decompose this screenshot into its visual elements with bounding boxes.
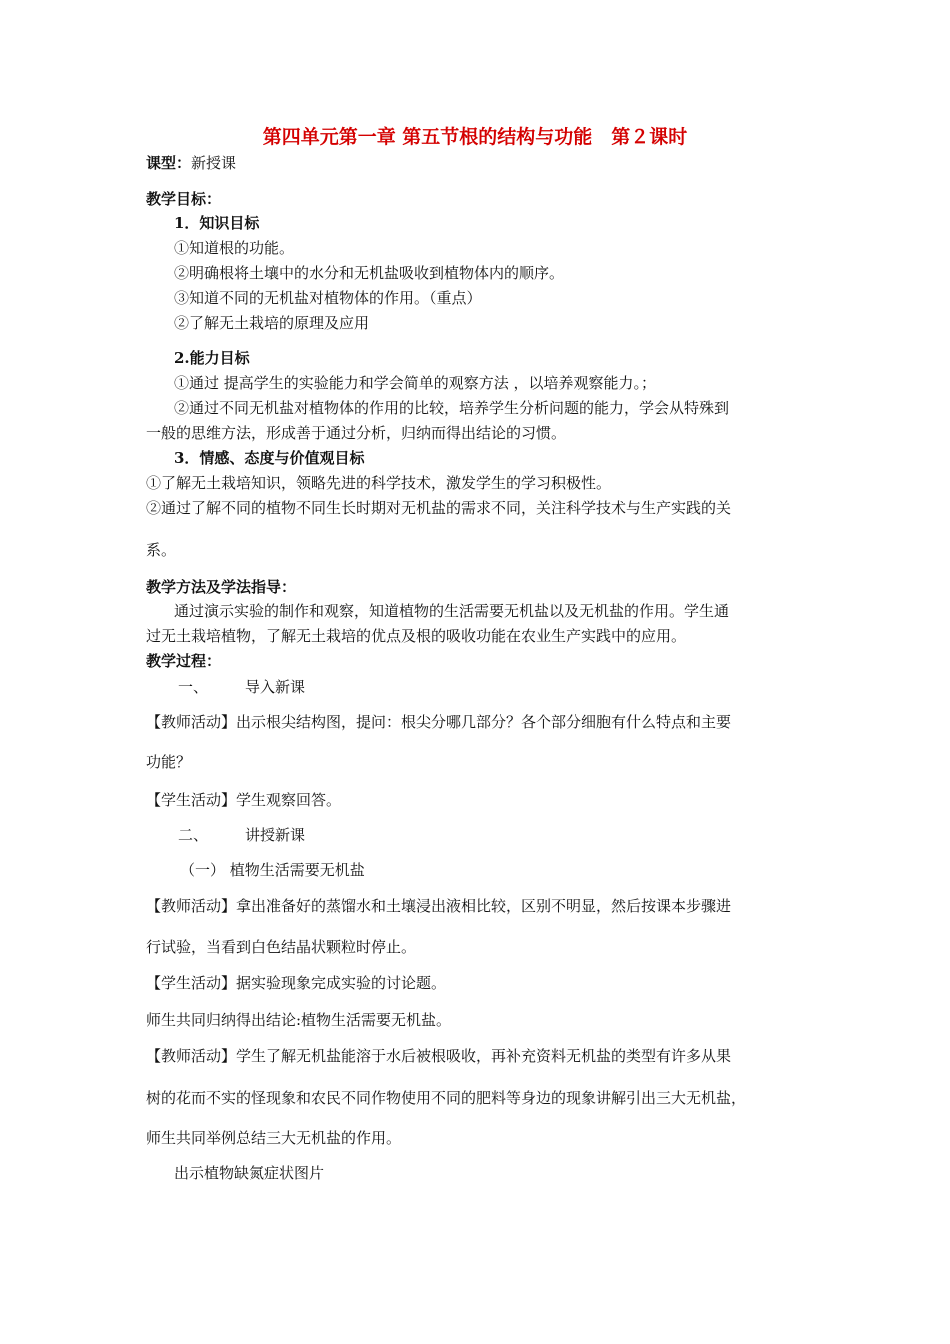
teacher-activity-cont: 树的花而不实的怪现象和农民不同作物使用不同的肥料等身边的现象讲解引出三大无机盐， bbox=[146, 1089, 747, 1107]
conclusion: 师生共同归纳得出结论:植物生活需要无机盐。 bbox=[146, 1011, 452, 1029]
document-title: 第四单元第一章 第五节根的结构与功能 第２课时 bbox=[262, 126, 688, 148]
teacher-activity-cont: 师生共同举例总结三大无机盐的作用。 bbox=[146, 1129, 402, 1147]
ability-heading: 2.能力目标 bbox=[174, 349, 250, 367]
ability-item: ②通过不同无机盐对植物体的作用的比较，培养学生分析问题的能力，学会从特殊到 bbox=[174, 399, 730, 417]
lesson-type bbox=[146, 153, 236, 173]
show-picture-note: 出示植物缺氮症状图片 bbox=[174, 1164, 325, 1182]
teacher-activity-cont: 功能？ bbox=[146, 753, 192, 771]
process-heading: 教学过程： bbox=[146, 652, 222, 670]
knowledge-item: ②了解无土栽培的原理及应用 bbox=[174, 314, 370, 332]
section-number: 一、 bbox=[178, 678, 209, 696]
student-activity: 【学生活动】学生观察回答。 bbox=[146, 791, 342, 809]
student-activity: 【学生活动】据实验现象完成实验的讨论题。 bbox=[146, 974, 447, 992]
teacher-activity: 【教师活动】出示根尖结构图，提问：根尖分哪几部分？各个部分细胞有什么特点和主要 bbox=[146, 713, 732, 731]
section-title: 讲授新课 bbox=[245, 826, 306, 844]
ability-item: ①通过 提高学生的实验能力和学会简单的观察方法 ，以培养观察能力。； bbox=[174, 374, 657, 392]
section-title: 导入新课 bbox=[245, 678, 306, 696]
lesson-type-value: 新授课 bbox=[191, 154, 237, 172]
emotion-item: ①了解无土栽培知识，领略先进的科学技术，激发学生的学习积极性。 bbox=[146, 474, 612, 492]
subsection-title: （一） 植物生活需要无机盐 bbox=[180, 861, 365, 879]
ability-item-cont: 一般的思维方法，形成善于通过分析，归纳而得出结论的习惯。 bbox=[146, 424, 567, 442]
teacher-activity: 【教师活动】学生了解无机盐能溶于水后被根吸收，再补充资料无机盐的类型有许多从果 bbox=[146, 1047, 732, 1065]
goals-heading: 教学目标： bbox=[146, 190, 222, 208]
knowledge-item: ③知道不同的无机盐对植物体的作用。（重点） bbox=[174, 289, 482, 307]
knowledge-heading: 1．知识目标 bbox=[174, 214, 260, 232]
teacher-activity: 【教师活动】拿出准备好的蒸馏水和土壤浸出液相比较，区别不明显，然后按课本步骤进 bbox=[146, 897, 732, 915]
emotion-item-cont: 系。 bbox=[146, 541, 177, 559]
method-line: 通过演示实验的制作和观察，知道植物的生活需要无机盐以及无机盐的作用。学生通 bbox=[174, 602, 730, 620]
teacher-activity-cont: 行试验，当看到白色结晶状颗粒时停止。 bbox=[146, 938, 417, 956]
knowledge-item: ②明确根将土壤中的水分和无机盐吸收到植物体内的顺序。 bbox=[174, 264, 565, 282]
emotion-item: ②通过了解不同的植物不同生长时期对无机盐的需求不同，关注科学技术与生产实践的关 bbox=[146, 499, 732, 517]
knowledge-item: ①知道根的功能。 bbox=[174, 239, 295, 257]
method-heading: 教学方法及学法指导： bbox=[146, 578, 297, 596]
lesson-type-label: 课型： bbox=[146, 154, 192, 172]
emotion-heading: 3．情感、态度与价值观目标 bbox=[174, 449, 365, 467]
section-number: 二、 bbox=[178, 826, 209, 844]
method-line: 过无土栽培植物，了解无土栽培的优点及根的吸收功能在农业生产实践中的应用。 bbox=[146, 627, 687, 645]
